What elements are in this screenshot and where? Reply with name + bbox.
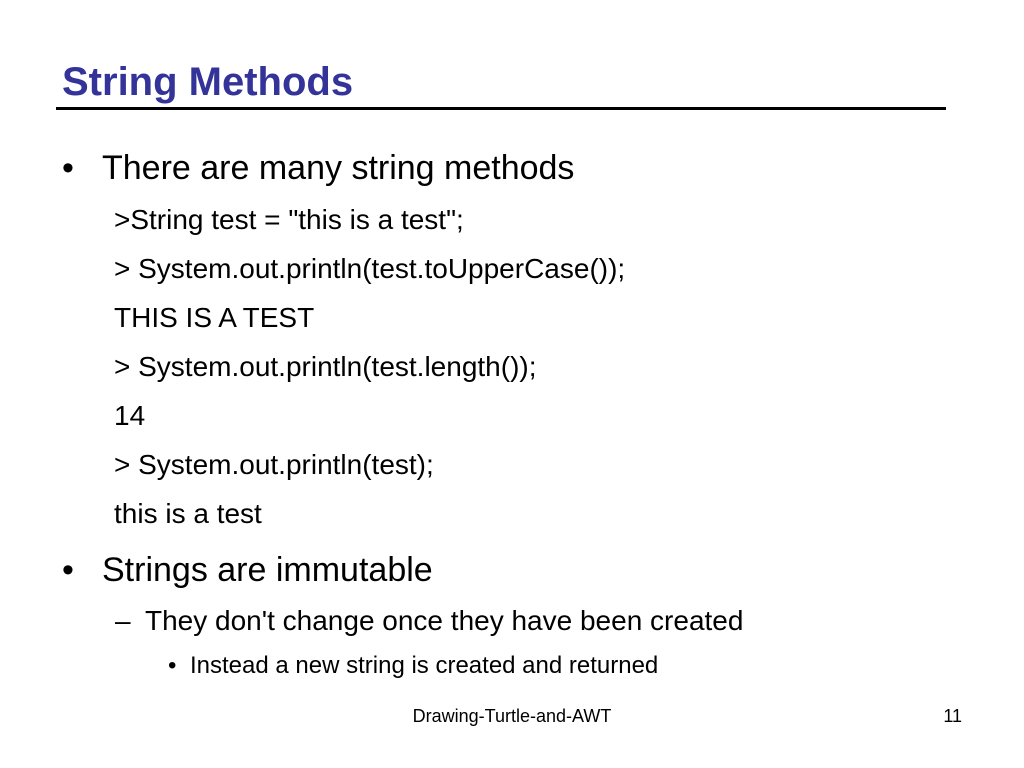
bullet-marker: • — [168, 652, 177, 679]
code-output: 14 — [114, 400, 146, 431]
code-output: this is a test — [114, 498, 262, 529]
code-line: >String test = "this is a test"; — [114, 204, 464, 235]
sub-sub-bullet-item — [168, 651, 659, 681]
code-line: > System.out.println(test.toUpperCase()); — [114, 253, 626, 284]
bullet-text: Strings are immutable — [102, 551, 433, 589]
bullet-item-string-methods — [62, 148, 575, 188]
title-underline — [56, 107, 946, 110]
bullet-marker: • — [62, 149, 74, 187]
dash-marker: – — [115, 605, 131, 636]
code-line: > System.out.println(test); — [114, 449, 434, 480]
sub-sub-bullet-text: Instead a new string is created and returned — [190, 652, 659, 679]
bullet-marker: • — [62, 551, 74, 589]
page-number: 11 — [943, 706, 962, 726]
footer-title: Drawing-Turtle-and-AWT — [412, 706, 612, 726]
sub-bullet-text: They don't change once they have been created — [145, 605, 744, 636]
bullet-item-immutable — [62, 550, 433, 590]
bullet-text: There are many string methods — [102, 149, 575, 187]
slide-title: String Methods — [62, 60, 354, 104]
code-line: > System.out.println(test.length()); — [114, 351, 537, 382]
code-output: THIS IS A TEST — [114, 302, 315, 333]
sub-bullet-item — [115, 604, 744, 638]
